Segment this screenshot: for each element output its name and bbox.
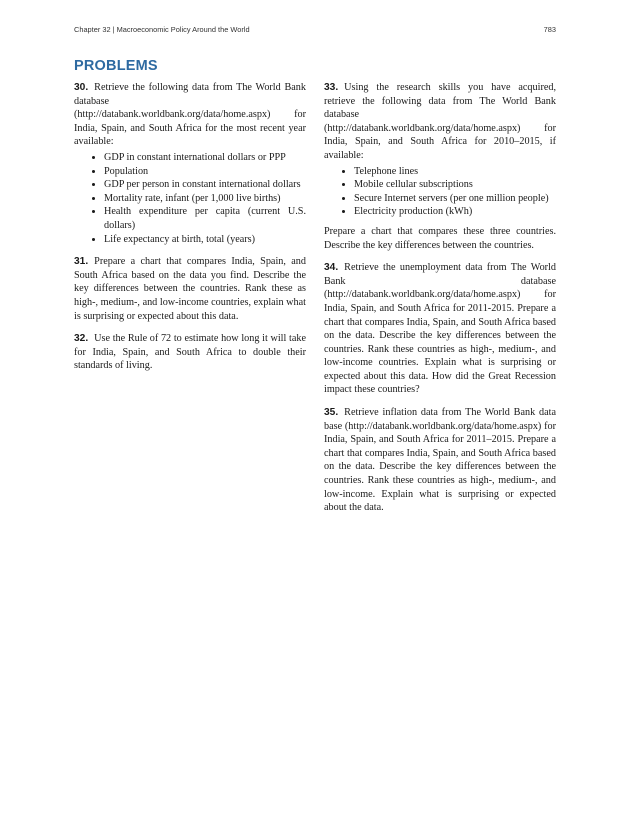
list-item: • GDP per person in constant international dollars — [104, 178, 306, 192]
list-item: • Mobile cellular subscriptions — [354, 178, 556, 192]
problem-follow-text: Prepare a chart that compares these three countries. Describe the key differences between the countries. — [324, 225, 556, 251]
chapter-title: Chapter 32 | Macroeconomic Policy Around the World — [74, 25, 250, 34]
problem-text: Use the Rule of 72 to estimate how long it will take for India, Spain, and South Africa to double their standards of living. — [74, 333, 306, 372]
problem-31 — [74, 255, 306, 323]
right-column — [324, 81, 556, 524]
list-item: • Telephone lines — [354, 165, 556, 179]
problem-33 — [324, 81, 556, 252]
problem-text: Retrieve inflation data from The World Bank data base (http://databank.worldbank.org/data/home.aspx) for India, Spain, and South Africa for 2011–2015. Prepare a chart that compares India, Spain, and South Africa based on the data. Describe the key differences between the countries. Rank these countries as high-, medium-, and low-income. Explain what is surprising or expected about the data. — [324, 407, 556, 514]
problem-text: Using the research skills you have acquired, retrieve the following data from The World Bank database (http://databank.worldbank.org/data/home.aspx) for India, Spain, and South Africa for 2010–2015, if available: — [324, 82, 556, 161]
bullet-list — [74, 151, 306, 246]
problem-number: 35. — [324, 407, 339, 419]
section-title: PROBLEMS — [74, 58, 158, 74]
list-item: • Life expectancy at birth, total (years) — [104, 233, 306, 247]
list-item: • Population — [104, 165, 306, 179]
problem-text: Retrieve the unemployment data from The World Bank database (http://databank.worldbank.org/data/home.aspx) for India, Spain, and South Africa for 2011-2015. Prepare a chart that compares India, Spain, and South Africa based on the data. Describe the key differences between the countries. Rank these countries as high-, medium-, and low-income countries. Explain what is surprising or expected about this data. How did the Great Recession impact these countries? — [324, 262, 556, 396]
list-item: • Electricity production (kWh) — [354, 205, 556, 219]
list-item: • Mortality rate, infant (per 1,000 live births) — [104, 192, 306, 206]
problem-number: 30. — [74, 82, 89, 93]
list-item: • GDP in constant international dollars or PPP — [104, 151, 306, 165]
page-header — [74, 25, 556, 34]
problem-number: 31. — [74, 256, 89, 268]
problem-number: 33. — [324, 82, 339, 93]
problem-text: Retrieve the following data from The World Bank database (http://databank.worldbank.org/data/home.aspx) for India, Spain, and South Africa for the most recent year available: — [74, 82, 306, 148]
problem-35 — [324, 406, 556, 515]
left-column — [74, 81, 306, 382]
problem-text: Prepare a chart that compares India, Spain, and South Africa based on the data you find. Describe the key differences between the countries. Rank these as high-, medium-, and low-income countries, explain what is surprising or expected about this data. — [74, 256, 306, 322]
list-item: • Secure Internet servers (per one million people) — [354, 192, 556, 206]
problem-34 — [324, 261, 556, 397]
list-item: • Health expenditure per capita (current U.S. dollars) — [104, 205, 306, 232]
page-number: 783 — [543, 25, 556, 34]
problem-number: 34. — [324, 262, 339, 274]
bullet-list — [324, 165, 556, 219]
problem-30 — [74, 81, 306, 246]
problem-number: 32. — [74, 333, 89, 345]
problem-32 — [74, 332, 306, 373]
